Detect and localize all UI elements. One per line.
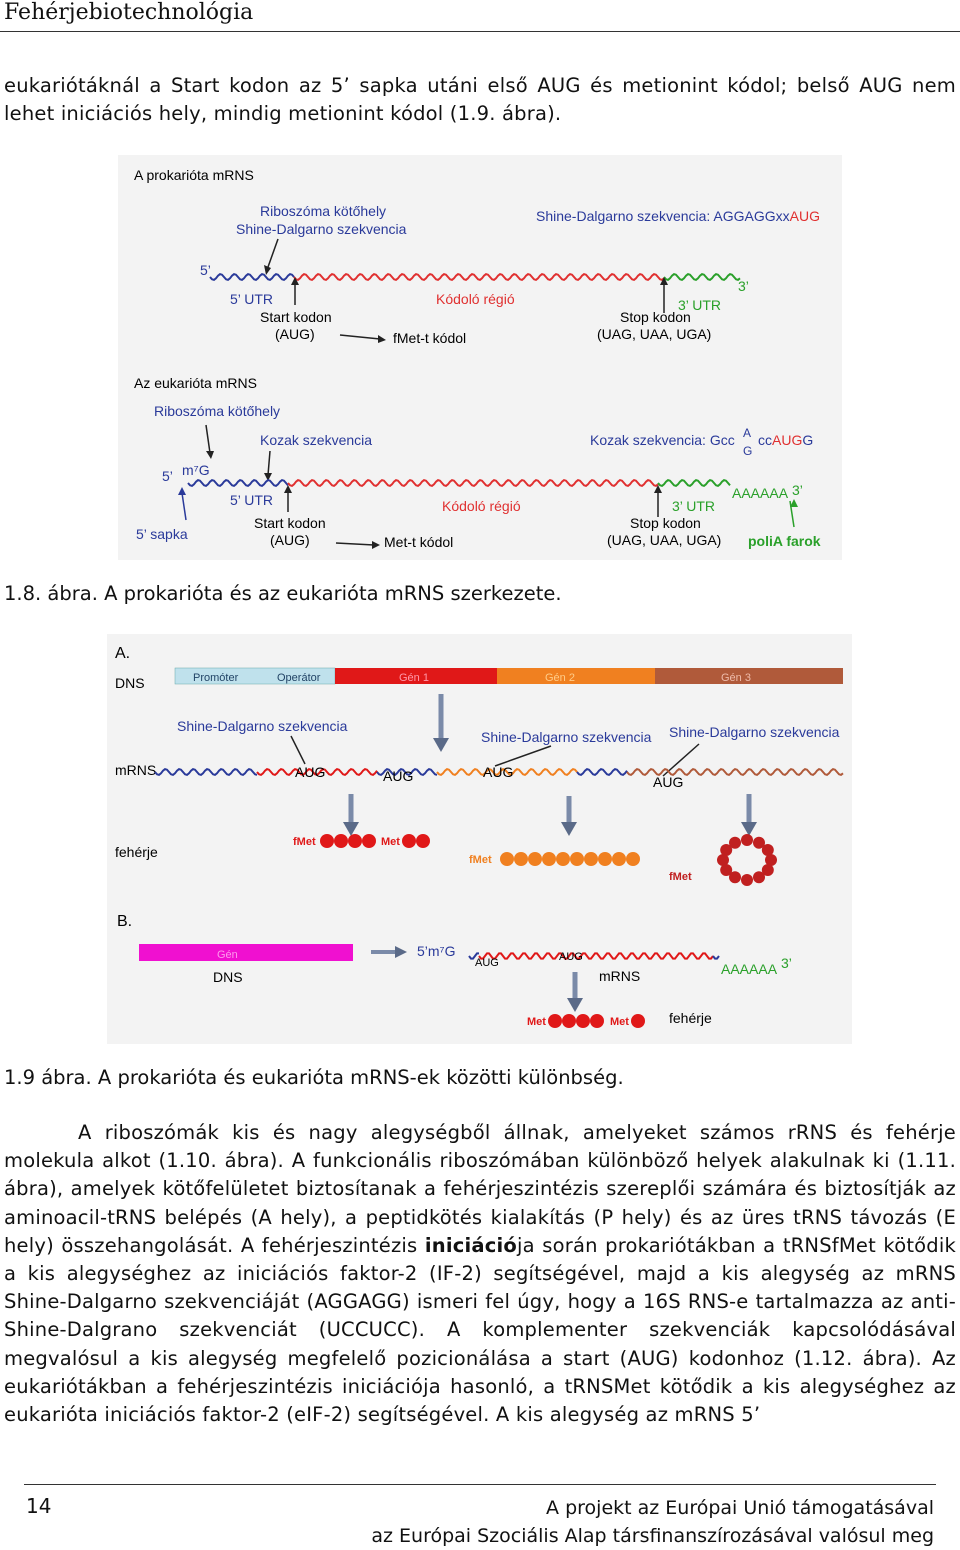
footer-line-2: az Európai Szociális Alap társfinanszírozásával valósul meg (371, 1525, 934, 1547)
aug-4: AUG (653, 774, 684, 790)
protein-bead (590, 1014, 604, 1028)
figure-1-9-caption: 1.9 ábra. A prokarióta és eukarióta mRNS-ek közötti különbség. (4, 1066, 624, 1089)
pro-utr5-label: 5’ UTR (230, 291, 274, 307)
euk-m7g-label: 5’m⁷G (417, 943, 456, 959)
euk-aug-1: AUG (475, 957, 499, 969)
euk-polya-arrow-head (790, 499, 798, 507)
body-bold-term: iniciáció (424, 1233, 517, 1257)
euk-gene-label: Gén (217, 949, 238, 961)
fmet-2: fMet (469, 854, 492, 866)
page-number: 14 (26, 1494, 52, 1518)
euk-met-arrow (336, 543, 374, 545)
euk-protein-beads (548, 1014, 645, 1028)
protein-bead (334, 834, 348, 848)
protein-bead (631, 1014, 645, 1028)
fmet-1: fMet (293, 836, 316, 848)
protein-bead (548, 1014, 562, 1028)
translation-arrow-3-head (741, 822, 757, 836)
protein-bead (612, 852, 626, 866)
euk-kozak-a: A (743, 426, 752, 440)
translation-arrow-1-head (343, 822, 359, 836)
pro-start-label: Start kodon (260, 309, 332, 325)
euk-coding-wave (288, 480, 658, 486)
protein-bead (762, 844, 774, 856)
euk-kozak-arrow (268, 451, 270, 475)
b-label: B. (117, 913, 133, 930)
body-paragraph (4, 1119, 956, 1429)
a-label: A. (115, 645, 131, 662)
euk-stop-paren: (UAG, UAA, UGA) (607, 532, 722, 548)
euk-met-1: Met (527, 1016, 546, 1028)
euk-m7g: m⁷G (182, 462, 210, 478)
pro-fmet-label: fMet-t kódol (393, 330, 467, 346)
protein-bead (576, 1014, 590, 1028)
protein-bead (729, 837, 741, 849)
footer-funding (371, 1494, 934, 1550)
euk-dns-label: DNS (213, 969, 243, 985)
pro-fmet-arrow (340, 335, 380, 339)
mrna-wave-5utr (155, 769, 257, 775)
sd-label-1: Shine-Dalgarno szekvencia (177, 718, 348, 734)
euk-utr5-wave (188, 480, 288, 486)
protein-bead (500, 852, 514, 866)
pro-sd-label: Shine-Dalgarno szekvencia (236, 221, 407, 237)
euk-feherje-label: fehérje (669, 1010, 712, 1026)
pro-start-paren: (AUG) (275, 326, 315, 342)
euk-mrns-label: mRNS (599, 968, 641, 984)
footer-line-1: A projekt az Európai Unió támogatásával (546, 1497, 934, 1519)
euk-utr5-label: 5’ UTR (230, 492, 274, 508)
aug-3: AUG (483, 764, 514, 780)
feherje-label: fehérje (115, 844, 158, 860)
pro-title: A prokarióta mRNS (134, 167, 254, 183)
euk-title: Az eukarióta mRNS (134, 375, 257, 391)
figure-1-8-caption: 1.8. ábra. A prokarióta és az eukarióta mRNS szerkezete. (4, 582, 562, 605)
euk-polya-label: poliA farok (748, 533, 821, 549)
protein-bead (741, 874, 753, 886)
body-text-2: ja során prokariótákban a tRNSfMet kötődik a kis alegységhez az iniciációs faktor-2 (IF-2) segítségével, majd a kis alegység az mRNS Shine-Dalgarno szekvenciáját (AGGAGG) ismeri fel úgy, hogy a 16S RNS-e tartalmazza az anti-Shine-Dalgrano szekvenciát (UCCUCC). A komplementer szekvenciák kapcsolódásával megvalósul a kis alegység megfelelő pozicionálása a start (AUG) kodonhoz (1.12. ábra). Az eukariótákban a fehérjeszintézis iniciációja hasonló, a tRNSMet kötődik a kis alegységhez az eukarióta iniciációs faktor-2 (eIF-2) segítségével. A kis alegység az mRNS 5’ (4, 1233, 956, 1427)
protein-bead (416, 834, 430, 848)
figure-mrna-difference (107, 634, 852, 1044)
fmet-3: fMet (669, 871, 692, 883)
promoter-label: Promóter (193, 672, 239, 684)
euk-aug-2: AUG (559, 951, 583, 963)
pro-coding-label: Kódoló régió (436, 291, 515, 307)
pro-utr3-label: 3’ UTR (678, 297, 722, 313)
euk-met-arrow-head (372, 541, 380, 549)
euk-transcription-arrow-head (395, 946, 407, 958)
pro-utr5-wave (210, 274, 294, 280)
dns-label: DNS (115, 675, 145, 691)
protein-bead (362, 834, 376, 848)
pro-start-arrow-head (291, 277, 299, 285)
protein-bead (598, 852, 612, 866)
gene1-label: Gén 1 (399, 672, 429, 684)
euk-start-label: Start kodon (254, 515, 326, 531)
gene3-label: Gén 3 (721, 672, 751, 684)
gene2-label: Gén 2 (545, 672, 575, 684)
euk-utr3-label: 3’ UTR (672, 498, 716, 514)
euk-rib-arrow-head (206, 451, 214, 459)
header-rule (0, 31, 960, 32)
aug-2: AUG (383, 768, 414, 784)
transcription-arrow-head (433, 738, 449, 752)
euk-stop-label: Stop kodon (630, 515, 701, 531)
euk-utr3-wave (658, 480, 730, 486)
protein-1-beads (320, 834, 430, 848)
pro-five: 5’ (200, 262, 211, 278)
protein-bead (753, 871, 765, 883)
footer-rule (24, 1484, 936, 1485)
protein-bead (626, 852, 640, 866)
euk-three: 3’ (792, 482, 803, 498)
protein-bead (584, 852, 598, 866)
euk-start-paren: (AUG) (270, 532, 310, 548)
sd-label-3: Shine-Dalgarno szekvencia (669, 724, 840, 740)
pro-stop-paren: (UAG, UAA, UGA) (597, 326, 712, 342)
protein-bead (514, 852, 528, 866)
operator-label: Operátor (277, 672, 321, 684)
intro-paragraph: eukariótáknál a Start kodon az 5’ sapka utáni első AUG és metionint kódol; belső AUG nem lehet iniciációs hely, mindig metionint kódol (1.9. ábra). (4, 74, 956, 126)
met-1: Met (381, 836, 400, 848)
sd-arrow-1 (291, 736, 305, 764)
euk-rib-label: Riboszóma kötőhely (154, 403, 281, 419)
euk-polya: AAAAAA (721, 961, 778, 977)
mrns-label: mRNS (115, 762, 157, 778)
euk-coding-label: Kódoló régió (442, 498, 521, 514)
aug-1: AUG (295, 764, 326, 780)
euk-polya: AAAAAA (732, 485, 789, 501)
euk-mrna-wave-3utr (713, 956, 719, 959)
euk-kozak-label: Kozak szekvencia (260, 432, 373, 448)
protein-bead (320, 834, 334, 848)
pro-stop-arrow-head (660, 277, 668, 285)
protein-bead (562, 1014, 576, 1028)
pro-three: 3’ (738, 278, 749, 294)
sd-arrow-2 (495, 746, 551, 766)
translation-arrow-2-head (561, 822, 577, 836)
gene2-bar (497, 668, 655, 684)
protein-bead (348, 834, 362, 848)
euk-kozak-seq: Kozak szekvencia: Gcc (590, 432, 735, 448)
pro-stop-label: Stop kodon (620, 309, 691, 325)
euk-three: 3’ (781, 955, 792, 971)
pro-utr3-wave (664, 274, 740, 280)
euk-cap-arrow-head (178, 487, 186, 495)
protein-bead (402, 834, 416, 848)
pro-coding-wave (294, 274, 664, 280)
euk-kozak-g: G (743, 444, 753, 458)
euk-met-2: Met (610, 1016, 629, 1028)
euk-cap-arrow (182, 493, 186, 520)
pro-fmet-arrow-head (378, 335, 386, 343)
pro-rib-label: Riboszóma kötőhely (260, 203, 387, 219)
euk-mrna-wave-coding (479, 953, 713, 958)
protein-bead (741, 834, 753, 846)
euk-kozak-tail: ccAUGG (758, 432, 814, 448)
pro-sd-seq: Shine-Dalgarno szekvencia: AGGAGGxxAUG (536, 208, 821, 224)
mrna-wave-spacer2 (577, 769, 627, 775)
figure-mrna-structure (118, 155, 842, 560)
protein-bead (570, 852, 584, 866)
euk-gene-bar (139, 944, 353, 961)
running-header: Fehérjebiotechnológia (4, 0, 254, 25)
pro-sd-arrow (268, 239, 278, 267)
euk-cap-label: 5’ sapka (136, 526, 188, 542)
protein-3-beads (717, 834, 777, 886)
euk-translation-arrow-head (567, 998, 583, 1012)
protein-bead (556, 852, 570, 866)
protein-bead (542, 852, 556, 866)
sd-label-2: Shine-Dalgarno szekvencia (481, 729, 652, 745)
protein-bead (528, 852, 542, 866)
euk-rib-arrow (206, 425, 210, 453)
euk-five: 5’ (162, 468, 173, 484)
pro-sd-arrow-head (264, 265, 271, 275)
body-text-1: A riboszómák kis és nagy alegységből állnak, amelyeket számos rRNS és fehérje molekula alkot (1.10. ábra). A funkcionális riboszómában különböző helyek alakulnak ki (1.11. ábra), amelyek kötőfelületet biztosítanak a fehérjeszintézis szereplői számára és biztosítják az aminoacil-tRNS belépés (A hely), a peptidkötés kialakítás (P hely) és az üres tRNS távozás (E hely) összehangolását. A fehérjeszintézis (4, 1121, 956, 1257)
protein-2-beads (500, 852, 640, 866)
euk-met-label: Met-t kódol (384, 534, 454, 550)
